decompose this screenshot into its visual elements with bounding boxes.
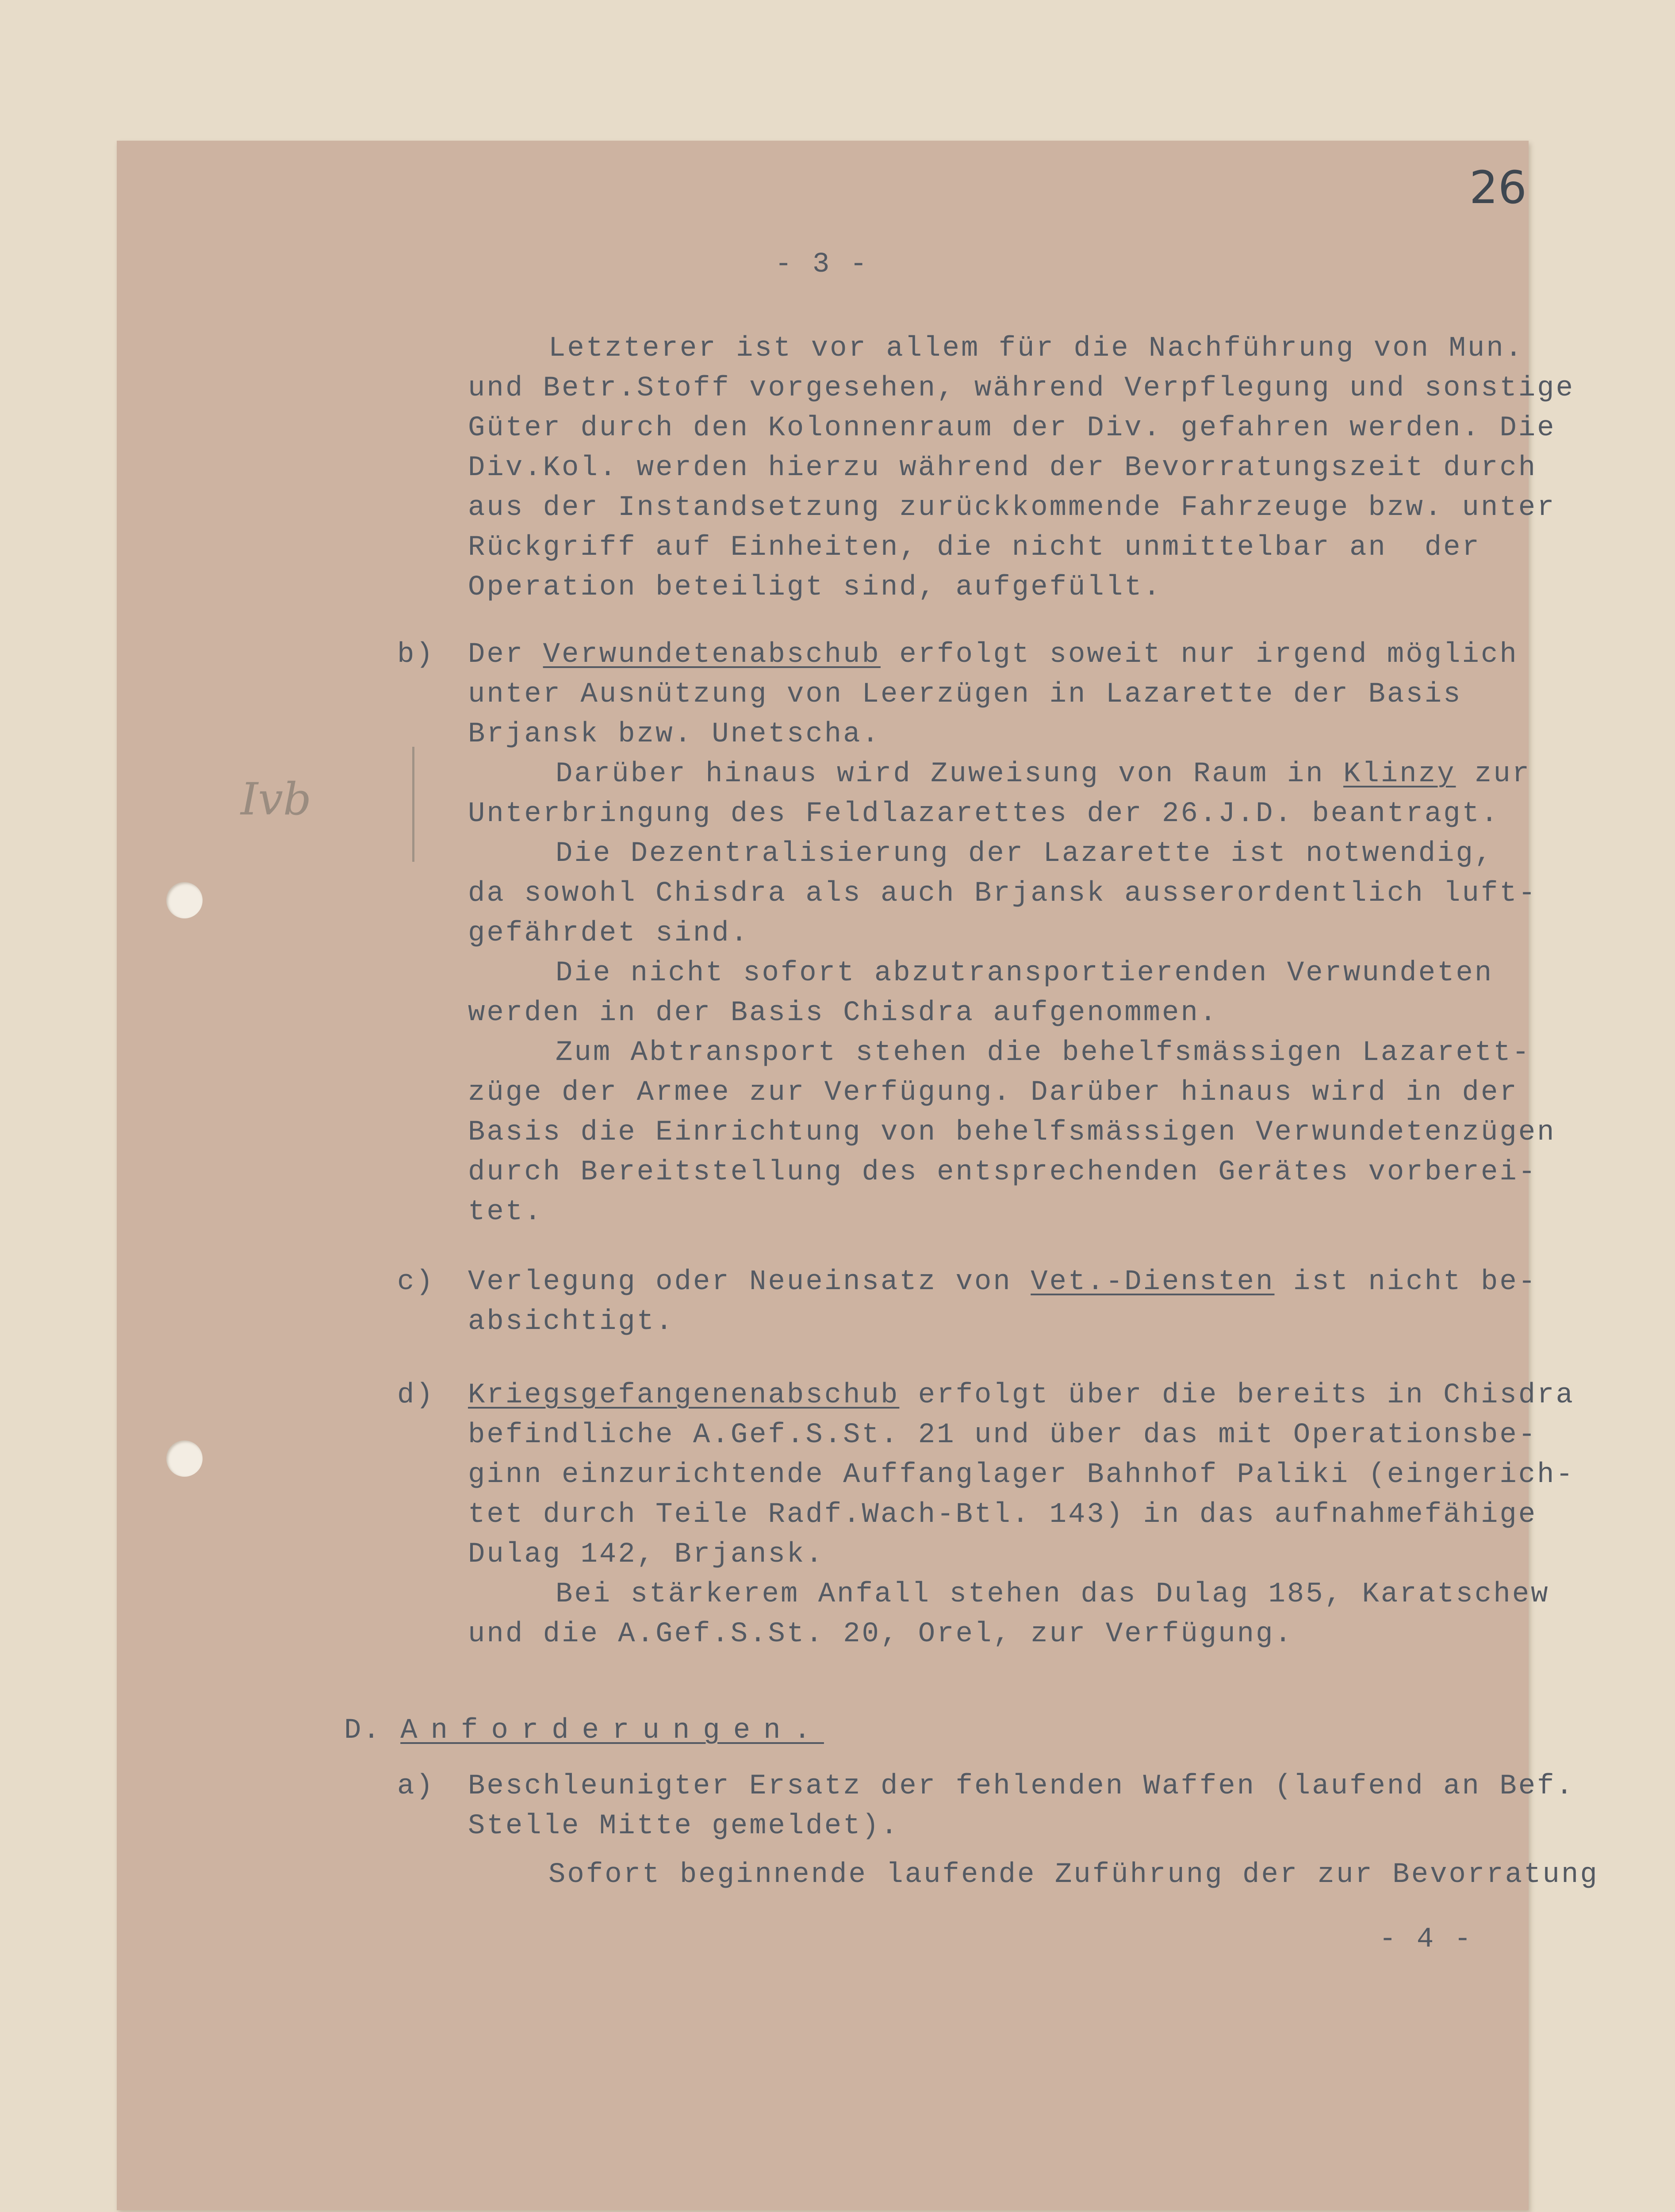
item-d-line: Dulag 142, Brjansk. [468, 1539, 824, 1571]
page-number-stamp: 26 [1469, 161, 1527, 214]
section-d-heading [344, 1717, 824, 1745]
item-b-line: Die nicht sofort abzutransportierenden Verwundeten [556, 957, 1494, 989]
item-b-line: Brjansk bzw. Unetscha. [468, 718, 881, 750]
item-b-underlined-term: Verwundetenabschub [543, 639, 881, 671]
item-b-marker: b) [397, 639, 435, 671]
item-b-line: gefährdet sind. [468, 918, 750, 949]
item-d-line: tet durch Teile Radf.Wach-Btl. 143) in das aufnahmefähige [468, 1499, 1537, 1531]
item-d-underlined-term: Kriegsgefangenenabschub [468, 1379, 900, 1411]
para-intro-line: Letzterer ist vor allem für die Nachführung von Mun. [548, 333, 1524, 365]
section-d-prefix: D. [344, 1715, 382, 1747]
item-b-line: Zum Abtransport stehen die behelfsmässigen Lazarett- [556, 1037, 1531, 1069]
item-c-underlined-term: Vet.-Diensten [1031, 1266, 1275, 1298]
req-a-line: Stelle Mitte gemeldet). [468, 1810, 900, 1842]
para-intro-line: aus der Instandsetzung zurückkommende Fahrzeuge bzw. unter [468, 492, 1556, 524]
para-intro-line: und Betr.Stoff vorgesehen, während Verpflegung und sonstige [468, 373, 1575, 404]
item-d-marker: d) [397, 1379, 435, 1411]
pencil-margin-line [412, 747, 414, 862]
item-c-line: absichtigt. [468, 1306, 675, 1338]
item-c-line [468, 1268, 1537, 1296]
para-intro-line: Güter durch den Kolonnenraum der Div. gefahren werden. Die [468, 412, 1556, 444]
item-c-text: ist nicht be- [1274, 1266, 1537, 1298]
item-d-line: und die A.Gef.S.St. 20, Orel, zur Verfügung. [468, 1618, 1293, 1650]
item-b-line: da sowohl Chisdra als auch Brjansk ausserordentlich luft- [468, 878, 1537, 910]
item-d-text: erfolgt über die bereits in Chisdra [899, 1379, 1575, 1411]
section-d-title: Anforderungen. [400, 1715, 824, 1747]
page-header: - 3 - [775, 249, 869, 280]
pencil-margin-note: Ivb [241, 773, 312, 825]
req-a-marker: a) [397, 1770, 435, 1802]
item-b-underlined-place: Klinzy [1343, 758, 1456, 790]
item-b-line: werden in der Basis Chisdra aufgenommen. [468, 997, 1219, 1029]
item-b-text: erfolgt soweit nur irgend möglich [880, 639, 1518, 671]
item-b-line: Die Dezentralisierung der Lazarette ist notwendig, [556, 838, 1494, 870]
req-a-line: Beschleunigter Ersatz der fehlenden Waffen (laufend an Bef. [468, 1770, 1575, 1802]
item-c-text: Verlegung oder Neueinsatz von [468, 1266, 1031, 1298]
item-d-line: ginn einzurichtende Auffanglager Bahnhof Paliki (eingerich- [468, 1459, 1575, 1491]
item-b-line: tet. [468, 1196, 543, 1228]
item-c-marker: c) [397, 1266, 435, 1298]
punch-hole-upper [166, 882, 203, 918]
item-b-line: züge der Armee zur Verfügung. Darüber hinaus wird in der [468, 1077, 1518, 1109]
item-d-line: befindliche A.Gef.S.St. 21 und über das mit Operationsbe- [468, 1419, 1537, 1451]
punch-hole-lower [166, 1440, 203, 1477]
item-b-line: unter Ausnützung von Leerzügen in Lazarette der Basis [468, 679, 1462, 710]
item-b-line: Unterbringung des Feldlazarettes der 26.J.D. beantragt. [468, 798, 1500, 830]
item-b-text: Darüber hinaus wird Zuweisung von Raum in [556, 758, 1344, 790]
next-page-marker: - 4 - [1379, 1924, 1473, 1955]
item-b-line: Basis die Einrichtung von behelfsmässigen Verwundetenzügen [468, 1117, 1556, 1148]
item-d-line: Bei stärkerem Anfall stehen das Dulag 185, Karatschew [556, 1578, 1550, 1610]
item-b-text: zur [1456, 758, 1531, 790]
item-b-line: durch Bereitstellung des entsprechenden Gerätes vorberei- [468, 1156, 1537, 1188]
req-a-continuation: Sofort beginnende laufende Zuführung der zur Bevorratung [548, 1859, 1599, 1891]
item-b-text: Der [468, 639, 543, 671]
para-intro-line: Div.Kol. werden hierzu während der Bevorratungszeit durch [468, 452, 1537, 484]
item-b-line [556, 760, 1531, 788]
item-d-line [468, 1381, 1575, 1409]
item-b-line [468, 641, 1518, 669]
para-intro-line: Rückgriff auf Einheiten, die nicht unmittelbar an der [468, 532, 1481, 564]
para-intro-line: Operation beteiligt sind, aufgefüllt. [468, 572, 1162, 603]
